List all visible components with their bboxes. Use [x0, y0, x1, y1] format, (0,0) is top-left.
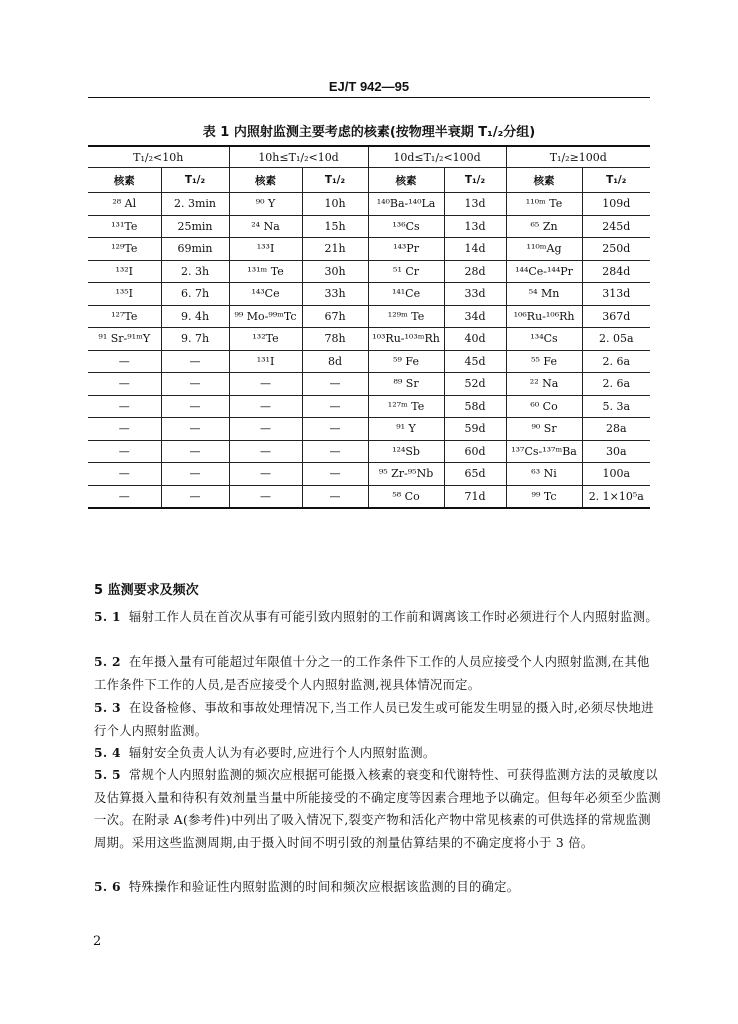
half-life-cell: 69min	[161, 238, 229, 261]
nuclide-cell: ¹⁰³Ru-¹⁰³ᵐRh	[368, 328, 444, 351]
nuclide-cell: —	[88, 485, 161, 508]
nuclide-cell: ¹³⁵I	[88, 283, 161, 306]
nuclide-cell: ⁵¹ Cr	[368, 260, 444, 283]
half-life-cell: 2. 05a	[582, 328, 650, 351]
document-code-header: EJ/T 942—95	[328, 79, 410, 94]
half-life-cell: 2. 3min	[161, 193, 229, 216]
table-row	[88, 305, 650, 328]
nuclide-cell: ⁵⁴ Mn	[506, 283, 582, 306]
half-life-cell: 28a	[582, 418, 650, 441]
nuclide-cell: ¹³²I	[88, 260, 161, 283]
nuclide-cell: ⁹⁰ Y	[229, 193, 302, 216]
clause-5-3	[94, 697, 661, 742]
header-rule	[88, 97, 650, 98]
half-life-cell: 9. 7h	[161, 328, 229, 351]
table-column-header-row	[88, 168, 650, 193]
nuclide-cell: ⁸⁹ Sr	[368, 373, 444, 396]
column-header: T₁/₂	[161, 168, 229, 193]
nuclide-cell: ⁶³ Ni	[506, 463, 582, 486]
clause-5-2	[94, 651, 661, 696]
nuclide-cell: ¹²⁹ᵐ Te	[368, 305, 444, 328]
nuclide-cell: ⁹⁹ Mo-⁹⁹ᵐTc	[229, 305, 302, 328]
clause-5-4	[94, 742, 661, 765]
clause-text: 在年摄入量有可能超过年限值十分之一的工作条件下工作的人员应接受个人内照射监测,在其他工作条件下工作的人员,是否应接受个人内照射监测,视具体情况而定。	[94, 655, 650, 692]
half-life-cell: —	[302, 373, 368, 396]
half-life-cell: —	[161, 373, 229, 396]
nuclide-cell: —	[88, 418, 161, 441]
half-life-cell: 59d	[444, 418, 506, 441]
nuclide-cell: ¹³⁶Cs	[368, 215, 444, 238]
clause-number: 5. 2	[94, 654, 121, 669]
group-header: 10d≤T₁/₂<100d	[368, 146, 506, 168]
nuclide-cell: —	[229, 373, 302, 396]
half-life-cell: 245d	[582, 215, 650, 238]
nuclide-cell: —	[88, 373, 161, 396]
half-life-cell: 58d	[444, 395, 506, 418]
nuclide-cell: ⁶⁵ Zn	[506, 215, 582, 238]
half-life-cell: 6. 7h	[161, 283, 229, 306]
nuclide-cell: ⁵⁸ Co	[368, 485, 444, 508]
nuclide-cell: —	[229, 418, 302, 441]
nuclide-cell: ¹²⁴Sb	[368, 440, 444, 463]
clause-5-5	[94, 764, 661, 854]
column-header: T₁/₂	[582, 168, 650, 193]
half-life-cell: —	[161, 440, 229, 463]
half-life-cell: 13d	[444, 193, 506, 216]
column-header: 核素	[229, 168, 302, 193]
half-life-cell: 284d	[582, 260, 650, 283]
half-life-cell: 109d	[582, 193, 650, 216]
column-header: 核素	[506, 168, 582, 193]
half-life-cell: 100a	[582, 463, 650, 486]
half-life-cell: 15h	[302, 215, 368, 238]
nuclide-cell: ⁹⁵ Zr-⁹⁵Nb	[368, 463, 444, 486]
nuclide-cell: ²⁴ Na	[229, 215, 302, 238]
half-life-cell: 2. 1×10⁵a	[582, 485, 650, 508]
section-heading: 5 监测要求及频次	[94, 583, 199, 598]
nuclide-cell: ⁹⁹ Tc	[506, 485, 582, 508]
group-header: 10h≤T₁/₂<10d	[229, 146, 368, 168]
half-life-cell: 52d	[444, 373, 506, 396]
nuclide-cell: —	[229, 440, 302, 463]
nuclide-cell: ⁹¹ Y	[368, 418, 444, 441]
table-row	[88, 440, 650, 463]
nuclide-cell: ¹⁰⁶Ru-¹⁰⁶Rh	[506, 305, 582, 328]
nuclide-cell: ⁵⁹ Fe	[368, 350, 444, 373]
nuclide-cell: ¹¹⁰ᵐ Te	[506, 193, 582, 216]
half-life-cell: —	[161, 395, 229, 418]
clause-text: 特殊操作和验证性内照射监测的时间和频次应根据该监测的目的确定。	[128, 880, 520, 894]
clause-text: 常规个人内照射监测的频次应根据可能摄入核素的衰变和代谢特性、可获得监测方法的灵敏度以及估算摄入量和待积有效剂量当量中所能接受的不确定度等因素合理地予以确定。但每年必须至少监测一次。在附录 A(参考件)中列出了吸入情况下,裂变产物和活化产物中常见核素的可供选择的常规监测周期。采用这些监测周期,由于摄入时间不明引致的剂量估算结果的不确定度将小于 3 倍。	[94, 768, 661, 850]
table-row	[88, 193, 650, 216]
nuclide-cell: —	[88, 350, 161, 373]
half-life-cell: —	[302, 485, 368, 508]
nuclide-table-body	[88, 193, 650, 509]
half-life-cell: —	[161, 463, 229, 486]
table-row	[88, 373, 650, 396]
nuclide-cell: ⁹⁰ Sr	[506, 418, 582, 441]
nuclide-cell: ¹³¹ᵐ Te	[229, 260, 302, 283]
half-life-cell: 60d	[444, 440, 506, 463]
half-life-cell: 25min	[161, 215, 229, 238]
half-life-cell: 30a	[582, 440, 650, 463]
half-life-cell: —	[302, 440, 368, 463]
column-header: T₁/₂	[444, 168, 506, 193]
half-life-cell: 33d	[444, 283, 506, 306]
nuclide-cell: ¹⁴¹Ce	[368, 283, 444, 306]
nuclide-cell: ¹⁴³Pr	[368, 238, 444, 261]
table-row	[88, 215, 650, 238]
clause-5-6	[94, 876, 661, 899]
nuclide-cell: —	[229, 463, 302, 486]
nuclide-table	[88, 145, 650, 509]
table-group-header-row	[88, 146, 650, 168]
half-life-cell: 9. 4h	[161, 305, 229, 328]
half-life-cell: 2. 6a	[582, 373, 650, 396]
half-life-cell: —	[161, 418, 229, 441]
nuclide-cell: ¹²⁹Te	[88, 238, 161, 261]
table-row	[88, 395, 650, 418]
nuclide-cell: ²⁸ Al	[88, 193, 161, 216]
half-life-cell: 45d	[444, 350, 506, 373]
half-life-cell: 28d	[444, 260, 506, 283]
half-life-cell: —	[161, 350, 229, 373]
table-row	[88, 238, 650, 261]
clause-5-1	[94, 606, 661, 629]
table-row	[88, 418, 650, 441]
nuclide-cell: —	[88, 395, 161, 418]
group-header: T₁/₂≥100d	[506, 146, 650, 168]
group-header: T₁/₂<10h	[88, 146, 229, 168]
half-life-cell: —	[302, 418, 368, 441]
nuclide-cell: ²² Na	[506, 373, 582, 396]
half-life-cell: 367d	[582, 305, 650, 328]
clause-number: 5. 3	[94, 700, 121, 715]
column-header: 核素	[88, 168, 161, 193]
nuclide-cell: ⁵⁵ Fe	[506, 350, 582, 373]
nuclide-cell: —	[88, 440, 161, 463]
half-life-cell: 8d	[302, 350, 368, 373]
table-row	[88, 328, 650, 351]
table-row	[88, 350, 650, 373]
clause-number: 5. 1	[94, 609, 121, 624]
half-life-cell: —	[161, 485, 229, 508]
half-life-cell: —	[302, 463, 368, 486]
half-life-cell: 34d	[444, 305, 506, 328]
table-row	[88, 463, 650, 486]
half-life-cell: 14d	[444, 238, 506, 261]
clause-text: 在设备检修、事故和事故处理情况下,当工作人员已发生或可能发生明显的摄入时,必须尽快地进行个人内照射监测。	[94, 701, 654, 738]
half-life-cell: —	[302, 395, 368, 418]
table-row	[88, 260, 650, 283]
nuclide-cell: ⁹¹ Sr-⁹¹ᵐY	[88, 328, 161, 351]
page-number: 2	[93, 934, 102, 949]
column-header: T₁/₂	[302, 168, 368, 193]
half-life-cell: 33h	[302, 283, 368, 306]
clause-text: 辐射工作人员在首次从事有可能引致内照射的工作前和调离该工作时必须进行个人内照射监测。	[128, 610, 658, 624]
half-life-cell: 10h	[302, 193, 368, 216]
table-row	[88, 283, 650, 306]
half-life-cell: 40d	[444, 328, 506, 351]
nuclide-cell: ¹³²Te	[229, 328, 302, 351]
half-life-cell: 5. 3a	[582, 395, 650, 418]
nuclide-cell: ¹²⁷Te	[88, 305, 161, 328]
nuclide-cell: ¹³⁷Cs-¹³⁷ᵐBa	[506, 440, 582, 463]
nuclide-cell: ¹⁴³Ce	[229, 283, 302, 306]
half-life-cell: 2. 3h	[161, 260, 229, 283]
table-caption: 表 1 内照射监测主要考虑的核素(按物理半衰期 T₁/₂分组)	[202, 125, 536, 140]
nuclide-cell: ¹³⁴Cs	[506, 328, 582, 351]
nuclide-cell: ¹⁴⁴Ce-¹⁴⁴Pr	[506, 260, 582, 283]
nuclide-cell: ¹⁴⁰Ba-¹⁴⁰La	[368, 193, 444, 216]
half-life-cell: 250d	[582, 238, 650, 261]
nuclide-cell: ⁶⁰ Co	[506, 395, 582, 418]
nuclide-cell: —	[229, 485, 302, 508]
clause-number: 5. 5	[94, 767, 121, 782]
nuclide-cell: ¹³³I	[229, 238, 302, 261]
nuclide-cell: ¹³¹Te	[88, 215, 161, 238]
nuclide-cell: ¹³¹I	[229, 350, 302, 373]
nuclide-cell: —	[229, 395, 302, 418]
clause-text: 辐射安全负责人认为有必要时,应进行个人内照射监测。	[128, 746, 436, 760]
half-life-cell: 65d	[444, 463, 506, 486]
half-life-cell: 2. 6a	[582, 350, 650, 373]
half-life-cell: 30h	[302, 260, 368, 283]
clause-number: 5. 4	[94, 745, 121, 760]
nuclide-cell: ¹¹⁰ᵐAg	[506, 238, 582, 261]
half-life-cell: 67h	[302, 305, 368, 328]
clause-number: 5. 6	[94, 879, 121, 894]
nuclide-cell: —	[88, 463, 161, 486]
half-life-cell: 78h	[302, 328, 368, 351]
table-row	[88, 485, 650, 508]
nuclide-cell: ¹²⁷ᵐ Te	[368, 395, 444, 418]
column-header: 核素	[368, 168, 444, 193]
half-life-cell: 313d	[582, 283, 650, 306]
half-life-cell: 13d	[444, 215, 506, 238]
half-life-cell: 21h	[302, 238, 368, 261]
half-life-cell: 71d	[444, 485, 506, 508]
